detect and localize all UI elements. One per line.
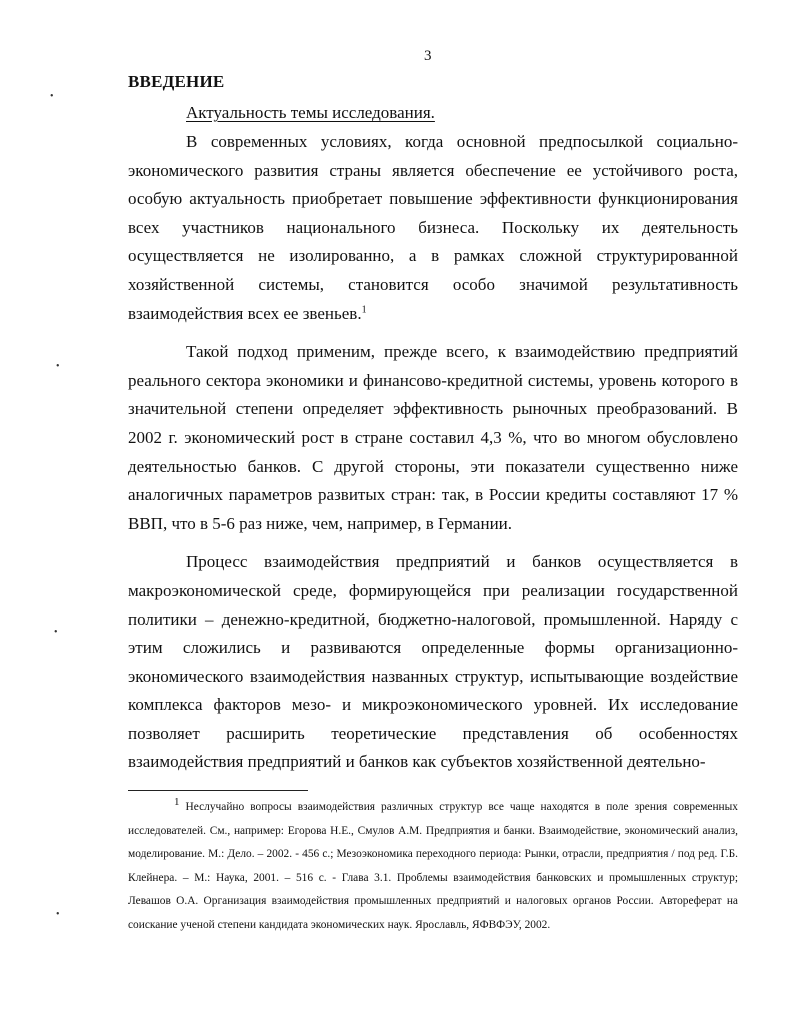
footnote-divider	[128, 790, 308, 791]
scan-speck: •	[54, 627, 58, 638]
section-subheading: Актуальность темы исследования.	[186, 103, 435, 122]
paragraph	[128, 128, 738, 328]
paragraph-text: Такой подход применим, прежде всего, к взаимодействию предприятий реального сектора экономики и финансово-кредитной системы, уровень которого в значительной степени определяет эффективность рыночных преобразований. В 2002 г. экономический рост в стране составил 4,3 %, что во многом обусловлено деятельностью банков. С другой стороны, эти показатели существенно ниже аналогичных параметров развитых стран: так, в России кредиты составляют 17 % ВВП, что в 5-6 раз ниже, чем, например, в Германии.	[128, 342, 738, 533]
footnote-text: Неслучайно вопросы взаимодействия различных структур все чаще находятся в поле зрения современных исследователей. См., например: Егорова Н.Е., Смулов А.М. Предприятия и банки. Взаимодействие, экономический анализ, моделирование. М.: Дело. – 2002. - 456 с.; Мезоэкономика переходного периода: Рынки, отрасли, предприятия / под ред. Г.Б. Клейнера. – М.: Наука, 2001. – 516 с. - Глава 3.1. Проблемы взаимодействия банковских и промышленных структур; Левашов О.А. Организация взаимодействия промышленных предприятий и налоговых органов России. Автореферат на соискание ученой степени кандидата экономических наук. Ярославль, ЯФВФЭУ, 2002.	[128, 801, 738, 931]
paragraph-text: В современных условиях, когда основной предпосылкой социально-экономического развития страны является обеспечение ее устойчивого роста, особую актуальность приобретает повышение эффективности функционирования всех участников национального бизнеса. Поскольку их деятельность осуществляется не изолированно, а в рамках сложной структурированной хозяйственной системы, становится особо значимой результативность взаимодействия всех ее звеньев.	[128, 132, 738, 323]
section-heading: ВВЕДЕНИЕ	[128, 72, 225, 91]
paragraph	[128, 548, 738, 777]
paragraph-text: Процесс взаимодействия предприятий и банков осуществляется в макроэкономической среде, формирующейся при реализации государственной политики – денежно-кредитной, бюджетно-налоговой, промышленной. Наряду с этим сложились и развиваются определенные формы организационно-экономического взаимодействия названных структур, испытывающие воздействие комплекса факторов мезо- и микроэкономического уровней. Их исследование позволяет расширить теоретические представления об особенностях взаимодействия предприятий и банков как субъектов хозяйственной деятельно-	[128, 552, 738, 772]
scan-speck: •	[50, 91, 54, 102]
paragraph	[128, 338, 738, 538]
footnote	[128, 796, 738, 938]
body-text	[128, 128, 738, 787]
scan-speck: •	[56, 909, 60, 920]
footnote-reference[interactable]: 1	[361, 303, 367, 315]
page-number: 3	[424, 48, 432, 64]
scan-speck: •	[56, 361, 60, 372]
footnote-marker: 1	[174, 796, 180, 809]
